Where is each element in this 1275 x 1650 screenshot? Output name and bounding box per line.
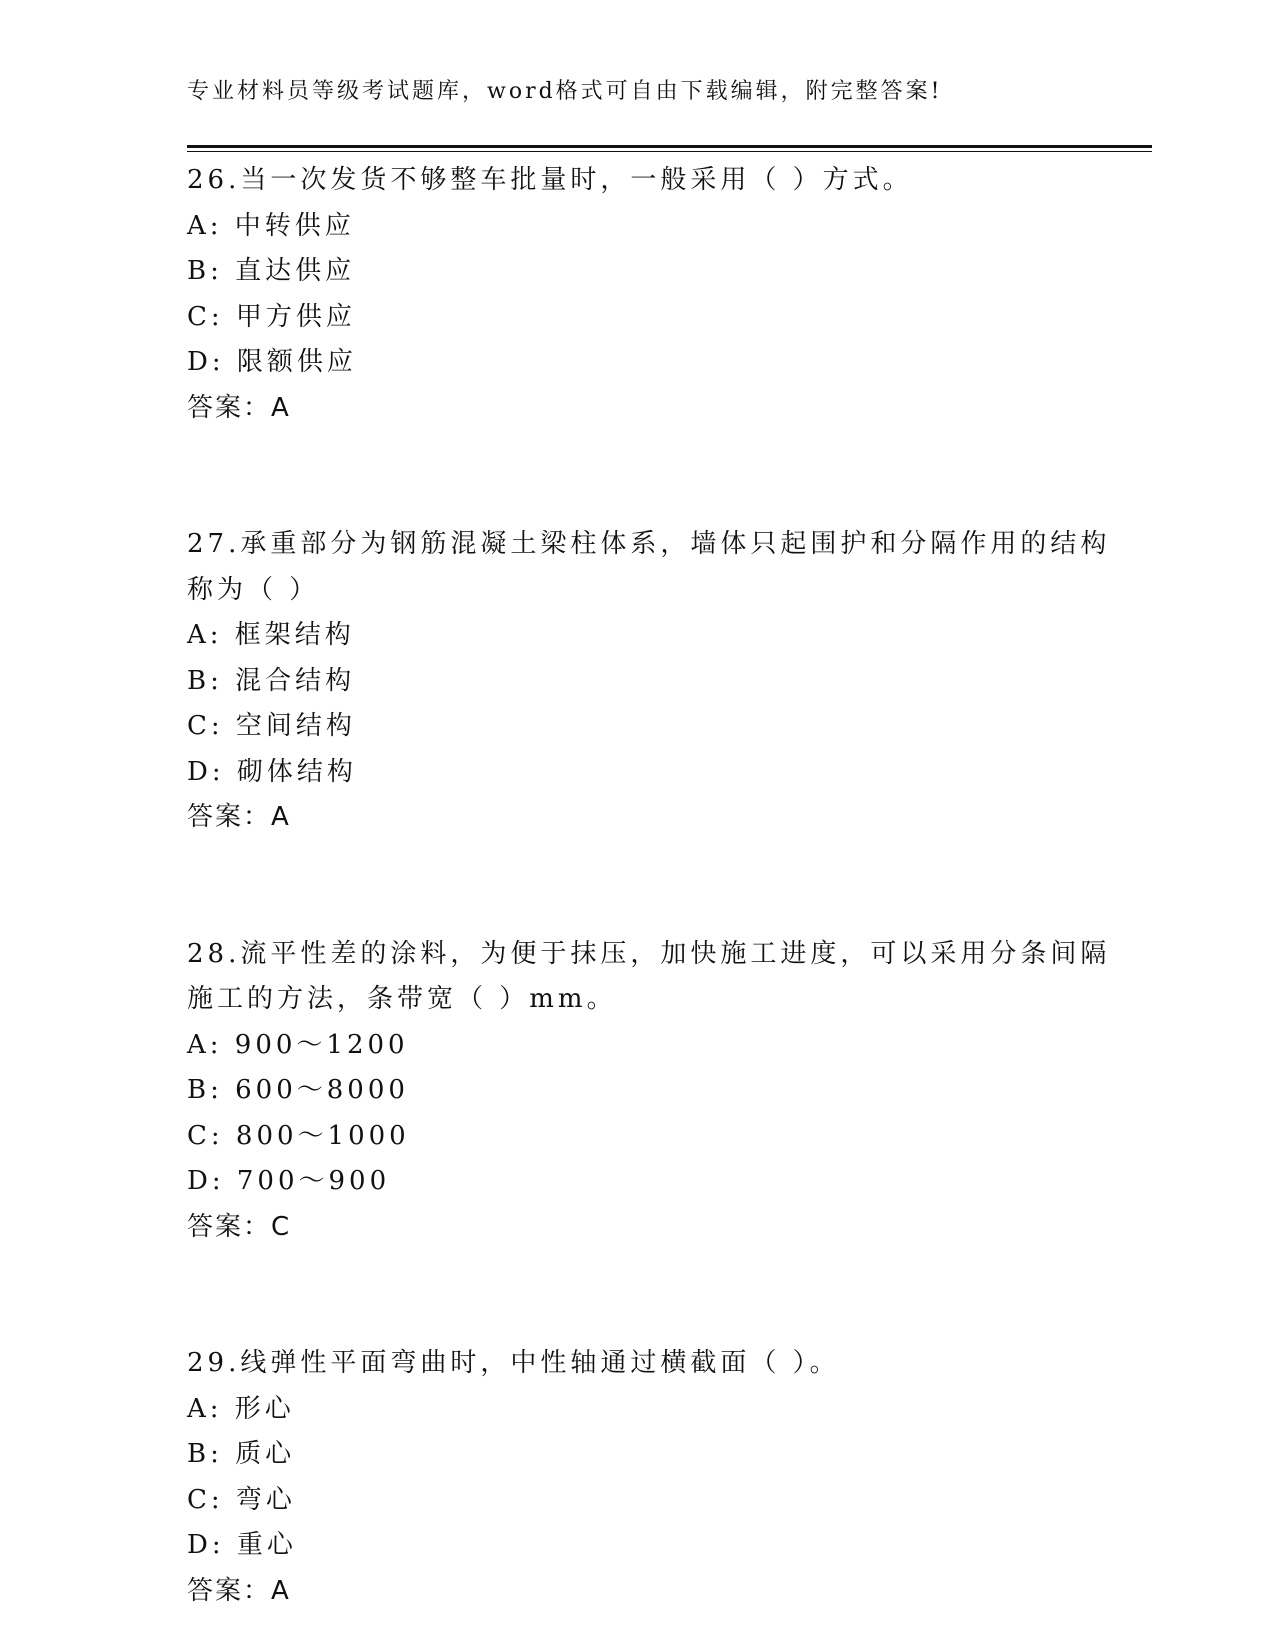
- option-b: B: 直达供应: [187, 256, 356, 286]
- spacer: [187, 1250, 1152, 1341]
- question-stem: 26.当一次发货不够整车批量时，一般采用（ ）方式。: [187, 165, 913, 195]
- option-d: D: 限额供应: [187, 347, 357, 377]
- option-d: D: 重心: [187, 1530, 297, 1560]
- question-stem-continued: 施工的方法，条带宽（ ）mm。: [187, 984, 617, 1014]
- question-28: [187, 932, 1152, 1251]
- page-header: 专业材料员等级考试题库，word格式可自由下载编辑，附完整答案!: [187, 79, 943, 104]
- option-c: C: 弯心: [187, 1484, 296, 1515]
- answer: 答案：A: [187, 1575, 291, 1606]
- header-divider-thin: [187, 151, 1152, 152]
- option-a: A: 900～1200: [187, 1029, 409, 1060]
- spacer: [187, 841, 1152, 932]
- answer: 答案：A: [187, 802, 291, 832]
- option-c: C: 空间结构: [187, 711, 356, 741]
- option-c: C: 800～1000: [187, 1120, 410, 1151]
- answer: 答案：C: [187, 1211, 292, 1242]
- question-stem-continued: 称为（ ）: [187, 574, 320, 605]
- option-a: A: 形心: [187, 1393, 295, 1424]
- answer: 答案：A: [187, 392, 291, 423]
- option-b: B: 混合结构: [187, 665, 356, 696]
- option-b: B: 600～8000: [187, 1075, 409, 1105]
- option-b: B: 质心: [187, 1439, 296, 1469]
- question-stem: 29.线弹性平面弯曲时，中性轴通过横截面（ ）。: [187, 1348, 840, 1378]
- option-c: C: 甲方供应: [187, 301, 356, 332]
- question-29: [187, 1341, 1152, 1614]
- question-stem: 27.承重部分为钢筋混凝土梁柱体系，墙体只起围护和分隔作用的结构: [187, 529, 1111, 559]
- question-26: [187, 158, 1152, 431]
- question-list: [187, 158, 1152, 1614]
- question-stem: 28.流平性差的涂料，为便于抹压，加快施工进度，可以采用分条间隔: [187, 938, 1111, 969]
- option-d: D: 700～900: [187, 1166, 391, 1196]
- option-a: A: 框架结构: [187, 620, 355, 650]
- spacer: [187, 431, 1152, 522]
- header-divider: [187, 145, 1152, 148]
- option-d: D: 砌体结构: [187, 756, 357, 787]
- option-a: A: 中转供应: [187, 210, 355, 241]
- question-27: [187, 522, 1152, 841]
